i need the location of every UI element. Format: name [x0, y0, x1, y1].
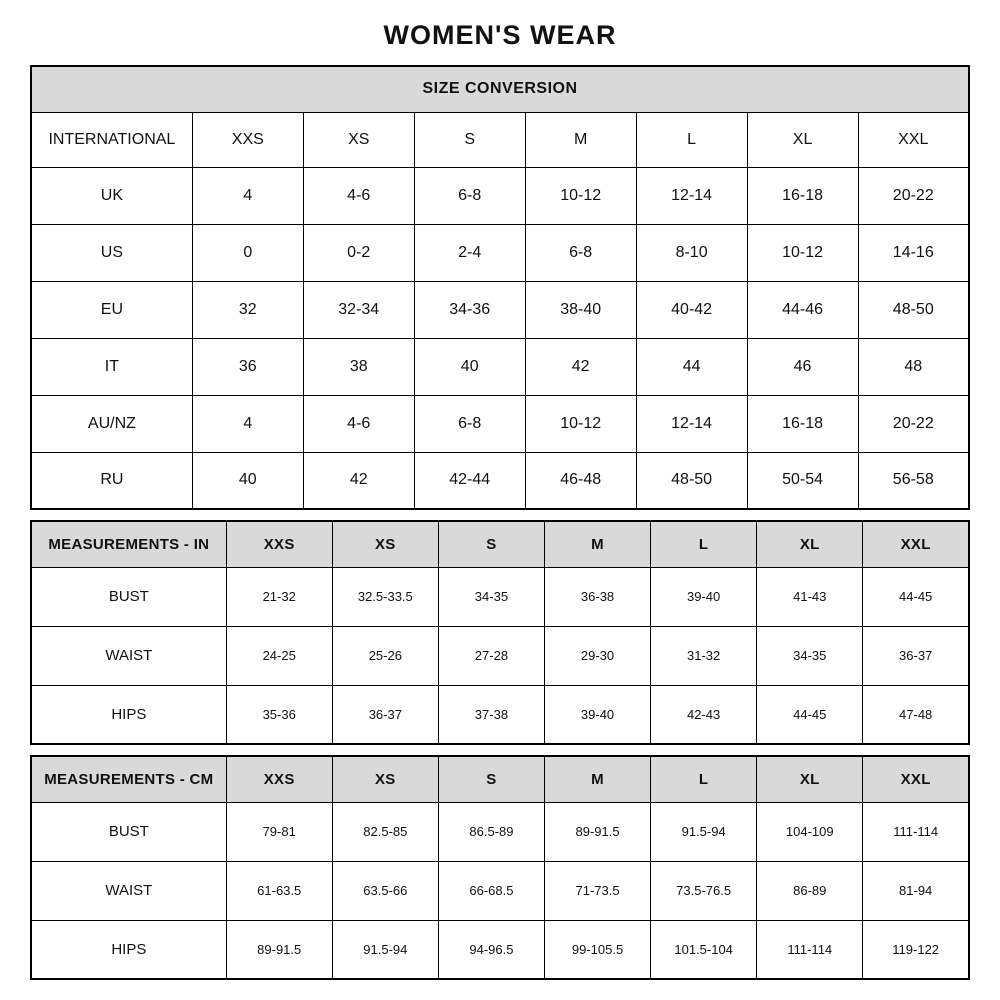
size-value-cell: 44	[636, 338, 747, 395]
region-label: RU	[31, 452, 192, 509]
size-value-cell: 46	[747, 338, 858, 395]
measurement-label: BUST	[31, 802, 226, 861]
size-value-cell: 66-68.5	[438, 861, 544, 920]
size-value-cell: 38	[303, 338, 414, 395]
size-header-xs: XS	[332, 521, 438, 567]
size-value-cell: 36	[192, 338, 303, 395]
size-value-cell: 10-12	[747, 224, 858, 281]
size-value-cell: 0-2	[303, 224, 414, 281]
table-row	[31, 452, 969, 509]
size-value-cell: 82.5-85	[332, 802, 438, 861]
page-title: WOMEN'S WEAR	[383, 20, 617, 50]
region-label: IT	[31, 338, 192, 395]
size-value-cell: 94-96.5	[438, 920, 544, 979]
column-header-xl: XL	[747, 112, 858, 167]
size-value-cell: 89-91.5	[544, 802, 650, 861]
table-row	[31, 861, 969, 920]
size-value-cell: 24-25	[226, 626, 332, 685]
size-value-cell: 34-35	[438, 567, 544, 626]
table-row	[31, 626, 969, 685]
size-value-cell: 63.5-66	[332, 861, 438, 920]
size-value-cell: 41-43	[757, 567, 863, 626]
region-label: UK	[31, 167, 192, 224]
size-value-cell: 79-81	[226, 802, 332, 861]
size-conversion-title: SIZE CONVERSION	[31, 66, 969, 112]
measurement-label: BUST	[31, 567, 226, 626]
size-value-cell: 47-48	[863, 685, 969, 744]
size-value-cell: 32.5-33.5	[332, 567, 438, 626]
size-value-cell: 16-18	[747, 167, 858, 224]
size-value-cell: 91.5-94	[651, 802, 757, 861]
size-header-l: L	[651, 521, 757, 567]
size-value-cell: 56-58	[858, 452, 969, 509]
size-value-cell: 71-73.5	[544, 861, 650, 920]
size-value-cell: 20-22	[858, 167, 969, 224]
size-value-cell: 99-105.5	[544, 920, 650, 979]
size-header-l: L	[651, 756, 757, 802]
column-header-s: S	[414, 112, 525, 167]
size-value-cell: 38-40	[525, 281, 636, 338]
measurements-cm-title: MEASUREMENTS - CM	[31, 756, 226, 802]
size-value-cell: 50-54	[747, 452, 858, 509]
size-value-cell: 40	[414, 338, 525, 395]
size-value-cell: 39-40	[544, 685, 650, 744]
size-value-cell: 42	[303, 452, 414, 509]
size-header-xxs: XXS	[226, 756, 332, 802]
measurement-label: WAIST	[31, 861, 226, 920]
table-row	[31, 167, 969, 224]
size-value-cell: 8-10	[636, 224, 747, 281]
size-conversion-table	[30, 65, 970, 510]
measurements-cm-header-row	[31, 756, 969, 802]
size-value-cell: 14-16	[858, 224, 969, 281]
size-value-cell: 10-12	[525, 395, 636, 452]
measurements-in-header-row	[31, 521, 969, 567]
size-header-m: M	[544, 756, 650, 802]
region-label: US	[31, 224, 192, 281]
size-header-s: S	[438, 521, 544, 567]
size-value-cell: 91.5-94	[332, 920, 438, 979]
size-header-xxs: XXS	[226, 521, 332, 567]
measurement-label: HIPS	[31, 685, 226, 744]
size-value-cell: 12-14	[636, 395, 747, 452]
measurements-in-table	[30, 520, 970, 745]
size-header-xl: XL	[757, 756, 863, 802]
size-value-cell: 36-37	[863, 626, 969, 685]
size-value-cell: 37-38	[438, 685, 544, 744]
size-value-cell: 32	[192, 281, 303, 338]
size-conversion-body	[31, 167, 969, 509]
size-value-cell: 32-34	[303, 281, 414, 338]
size-header-m: M	[544, 521, 650, 567]
size-value-cell: 16-18	[747, 395, 858, 452]
size-value-cell: 61-63.5	[226, 861, 332, 920]
size-value-cell: 42-44	[414, 452, 525, 509]
size-value-cell: 42-43	[651, 685, 757, 744]
size-value-cell: 111-114	[863, 802, 969, 861]
size-value-cell: 6-8	[414, 395, 525, 452]
table-row	[31, 802, 969, 861]
size-value-cell: 48-50	[636, 452, 747, 509]
column-header-l: L	[636, 112, 747, 167]
column-header-m: M	[525, 112, 636, 167]
size-value-cell: 36-38	[544, 567, 650, 626]
size-value-cell: 101.5-104	[651, 920, 757, 979]
size-header-s: S	[438, 756, 544, 802]
region-label: EU	[31, 281, 192, 338]
size-header-xs: XS	[332, 756, 438, 802]
table-row	[31, 567, 969, 626]
column-header-xs: XS	[303, 112, 414, 167]
size-value-cell: 29-30	[544, 626, 650, 685]
size-header-xxl: XXL	[863, 521, 969, 567]
size-value-cell: 35-36	[226, 685, 332, 744]
size-value-cell: 4	[192, 167, 303, 224]
size-value-cell: 44-45	[863, 567, 969, 626]
size-value-cell: 44-45	[757, 685, 863, 744]
column-header-row	[31, 112, 969, 167]
size-value-cell: 39-40	[651, 567, 757, 626]
size-value-cell: 111-114	[757, 920, 863, 979]
measurement-label: HIPS	[31, 920, 226, 979]
measurements-in-title: MEASUREMENTS - IN	[31, 521, 226, 567]
table-row	[31, 281, 969, 338]
size-value-cell: 40-42	[636, 281, 747, 338]
measurements-cm-table	[30, 755, 970, 980]
size-value-cell: 86.5-89	[438, 802, 544, 861]
size-value-cell: 48	[858, 338, 969, 395]
table-row	[31, 338, 969, 395]
size-value-cell: 0	[192, 224, 303, 281]
size-value-cell: 81-94	[863, 861, 969, 920]
region-label: AU/NZ	[31, 395, 192, 452]
measurement-label: WAIST	[31, 626, 226, 685]
size-value-cell: 44-46	[747, 281, 858, 338]
size-value-cell: 25-26	[332, 626, 438, 685]
size-value-cell: 89-91.5	[226, 920, 332, 979]
size-value-cell: 4	[192, 395, 303, 452]
size-value-cell: 4-6	[303, 395, 414, 452]
size-value-cell: 6-8	[525, 224, 636, 281]
size-value-cell: 36-37	[332, 685, 438, 744]
table-row	[31, 395, 969, 452]
size-value-cell: 31-32	[651, 626, 757, 685]
size-value-cell: 40	[192, 452, 303, 509]
size-value-cell: 104-109	[757, 802, 863, 861]
size-header-xl: XL	[757, 521, 863, 567]
measurements-cm-body	[31, 802, 969, 979]
size-value-cell: 10-12	[525, 167, 636, 224]
size-value-cell: 21-32	[226, 567, 332, 626]
size-value-cell: 119-122	[863, 920, 969, 979]
size-value-cell: 42	[525, 338, 636, 395]
table-row	[31, 685, 969, 744]
size-value-cell: 73.5-76.5	[651, 861, 757, 920]
size-value-cell: 12-14	[636, 167, 747, 224]
table-row	[31, 224, 969, 281]
column-header-xxl: XXL	[858, 112, 969, 167]
size-value-cell: 4-6	[303, 167, 414, 224]
size-value-cell: 2-4	[414, 224, 525, 281]
size-value-cell: 86-89	[757, 861, 863, 920]
measurements-in-body	[31, 567, 969, 744]
column-header-xxs: XXS	[192, 112, 303, 167]
size-value-cell: 34-35	[757, 626, 863, 685]
size-value-cell: 20-22	[858, 395, 969, 452]
table-row	[31, 920, 969, 979]
size-value-cell: 46-48	[525, 452, 636, 509]
size-value-cell: 48-50	[858, 281, 969, 338]
table-band-row	[31, 66, 969, 112]
size-header-xxl: XXL	[863, 756, 969, 802]
size-value-cell: 27-28	[438, 626, 544, 685]
column-header-international: INTERNATIONAL	[31, 112, 192, 167]
size-value-cell: 6-8	[414, 167, 525, 224]
size-value-cell: 34-36	[414, 281, 525, 338]
